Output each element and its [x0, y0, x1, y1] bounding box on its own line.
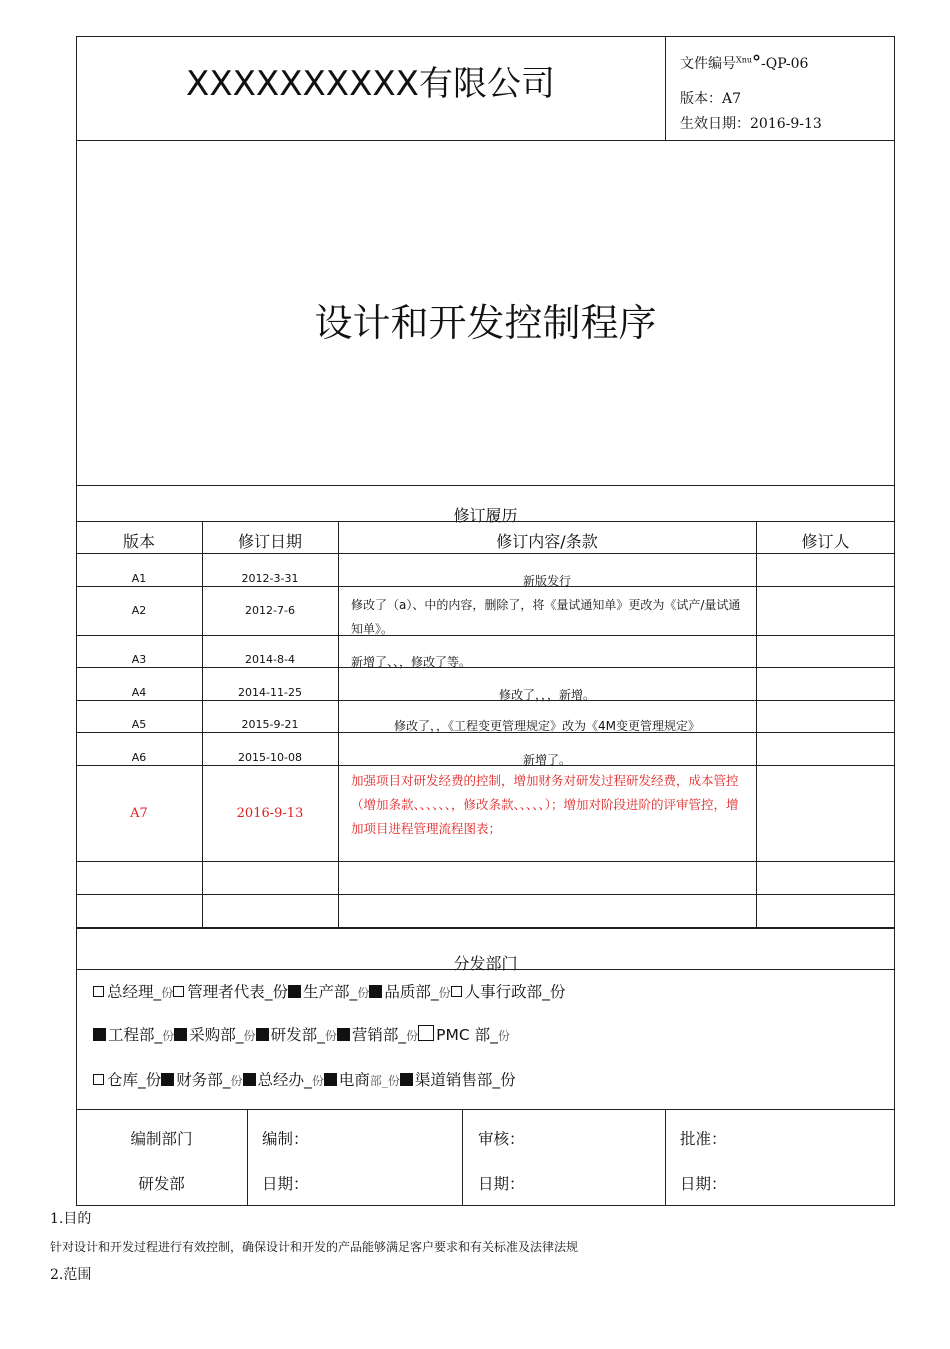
doc-number: 文件编号$^{Xnu}$°-QP-06	[680, 52, 809, 73]
distribution-title: 分发部门	[453, 954, 518, 973]
col-header-version: 版本	[122, 532, 155, 551]
table-row-content: 修改了（a）、中的内容，删除了，将《量试通知单》更改为《试产/量试通知单》。	[351, 598, 741, 636]
doc-version: 版本：A7	[680, 91, 742, 107]
revision-section-title: 修订履历	[453, 506, 518, 525]
distribution-row-1: 总经理_份 管理者代表_份 生产部_份 品质部_份 人事行政部_份	[93, 980, 565, 1002]
company-name: XXXXXXXXXX有限公司	[186, 64, 555, 104]
table-row-version: A4	[131, 686, 147, 699]
section-2-heading: 2.范围	[50, 1267, 92, 1283]
table-row-date: 2015-10-08	[238, 751, 302, 764]
checked-box-icon	[337, 1028, 350, 1041]
checked-box-icon	[174, 1028, 187, 1041]
unchecked-box-icon	[173, 986, 184, 997]
table-row-version: A1	[131, 572, 147, 585]
table-row-content: 修改了，，，新增。	[498, 688, 595, 702]
checked-box-icon	[400, 1073, 413, 1086]
checked-box-icon	[324, 1073, 337, 1086]
checked-box-icon	[369, 985, 382, 998]
reviewed-by-label: 审核：	[478, 1130, 525, 1148]
table-row-date: 2015-9-21	[241, 718, 299, 731]
table-row-content: 新版发行	[522, 574, 571, 588]
checked-box-icon	[256, 1028, 269, 1041]
document-title: 设计和开发控制程序	[314, 301, 657, 345]
table-row-content: 新增了、、，修改了等。	[351, 655, 472, 669]
doc-effective-date: 生效日期：2016-9-13	[680, 116, 822, 132]
distribution-row-3: 仓库_份 财务部_份 总经办_份 电商部_份 渠道销售部_份	[93, 1068, 516, 1090]
approved-date-label: 日期：	[680, 1175, 727, 1193]
table-row-version: A5	[131, 718, 147, 731]
table-row-version: A3	[131, 653, 147, 666]
table-row-date: 2014-11-25	[238, 686, 302, 699]
prepared-date-label: 日期：	[262, 1175, 309, 1193]
header-divider	[665, 36, 666, 141]
col-header-date: 修订日期	[237, 532, 302, 551]
unchecked-box-icon	[418, 1025, 434, 1041]
table-row-content: 加强项目对研发经费的控制，增加财务对研发过程研发经费，成本管控（增加条款、、、、、、，修改条款、、、、、）；增加对阶段进阶的评审管控，增加项目进程管理流程图表；	[351, 773, 739, 836]
table-row-version: A2	[131, 604, 147, 617]
table-row-content: 新增了。	[522, 753, 571, 767]
table-row-date: 2014-8-4	[245, 653, 295, 666]
checked-box-icon	[243, 1073, 256, 1086]
section-1-heading: 1.目的	[50, 1211, 92, 1227]
table-row-date: 2012-7-6	[245, 604, 295, 617]
unchecked-box-icon	[93, 986, 104, 997]
unchecked-box-icon	[451, 986, 462, 997]
table-row-date: 2016-9-13	[236, 806, 304, 821]
table-row-version: A6	[131, 751, 147, 764]
col-header-content: 修订内容/条款	[496, 532, 598, 551]
checked-box-icon	[161, 1073, 174, 1086]
col-header-reviser: 修订人	[801, 532, 850, 551]
distribution-row-2: 工程部_份 采购部_份 研发部_份 营销部_份 PMC 部_份	[93, 1023, 510, 1045]
section-1-text: 针对设计和开发过程进行有效控制，确保设计和开发的产品能够满足客户要求和有关标准及法律法规	[50, 1240, 579, 1254]
table-row-version: A7	[130, 806, 148, 821]
prepared-dept-value: 研发部	[138, 1175, 185, 1193]
approved-by-label: 批准：	[680, 1130, 727, 1148]
table-row-date: 2012-3-31	[241, 572, 299, 585]
reviewed-date-label: 日期：	[478, 1175, 525, 1193]
unchecked-box-icon	[93, 1074, 104, 1085]
prepared-dept-label: 编制部门	[130, 1130, 193, 1148]
prepared-by-label: 编制：	[262, 1130, 309, 1148]
table-row-content: 修改了，，《工程变更管理规定》改为《4M变更管理规定》	[394, 719, 700, 733]
checked-box-icon	[288, 985, 301, 998]
checked-box-icon	[93, 1028, 106, 1041]
